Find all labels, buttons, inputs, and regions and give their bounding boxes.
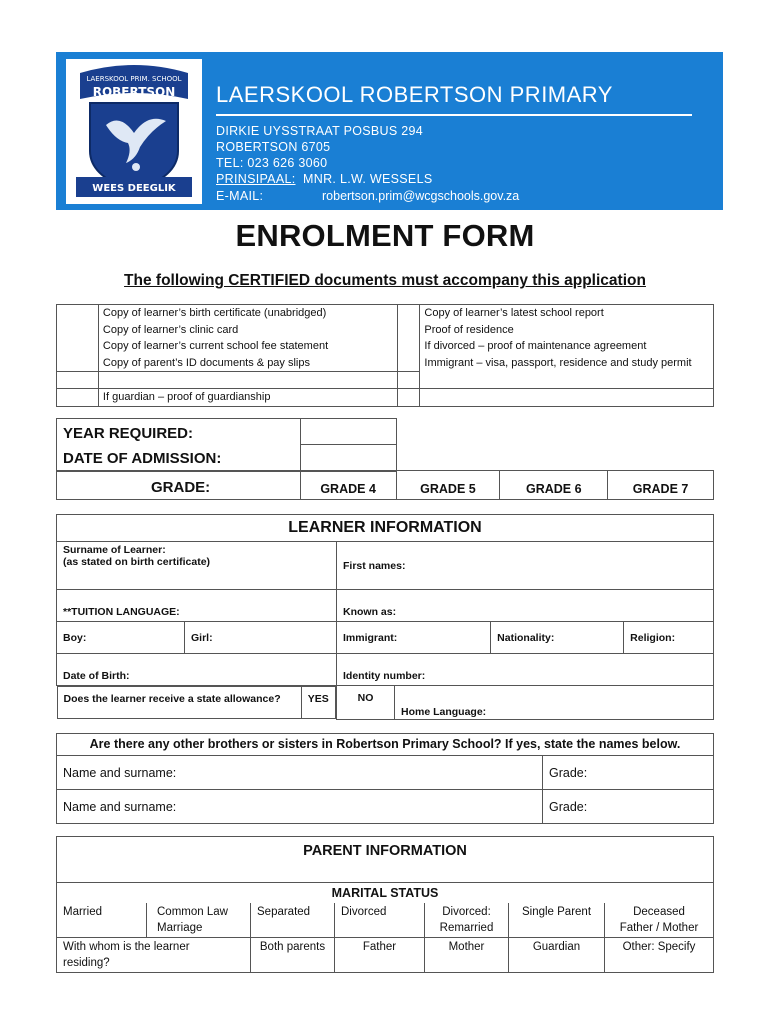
date-of-admission-field[interactable]	[307, 445, 390, 470]
state-allowance-question: Does the learner receive a state allowance?	[57, 687, 301, 719]
doc-checkbox-right-1[interactable]	[398, 305, 420, 372]
siblings-question: Are there any other brothers or sisters in Robertson Primary School? If yes, state the names below.	[57, 734, 714, 756]
home-language-field[interactable]: Home Language:	[395, 686, 714, 720]
surname-field[interactable]: Surname of Learner: (as stated on birth certificate)	[57, 542, 337, 590]
crest-icon	[66, 59, 202, 204]
grade-5-option[interactable]: GRADE 5	[396, 471, 500, 500]
year-required-label: YEAR REQUIRED:	[63, 425, 194, 442]
admission-labels	[57, 419, 301, 472]
doc-checkbox-guardian[interactable]	[57, 389, 99, 407]
first-names-field[interactable]: First names:	[337, 542, 714, 590]
learner-heading: LEARNER INFORMATION	[57, 515, 714, 542]
date-of-birth-field[interactable]: Date of Birth:	[57, 654, 337, 686]
learner-information	[56, 514, 714, 720]
parent-information	[56, 836, 714, 973]
sibling-1-name-field[interactable]: Name and surname:	[57, 756, 543, 790]
nationality-field[interactable]: Nationality:	[491, 622, 624, 654]
sibling-2-name-field[interactable]: Name and surname:	[57, 790, 543, 824]
doc-list-left: Copy of learner’s birth certificate (unabridged) Copy of learner’s clinic card Copy of learner’s current school fee statement Copy of parent’s ID documents & pay slips	[98, 305, 398, 372]
boy-field[interactable]: Boy:	[57, 622, 185, 654]
principal-line	[216, 171, 432, 187]
marital-common-law-option[interactable]: Common Law Marriage	[147, 903, 251, 938]
parent-heading: PARENT INFORMATION	[57, 837, 714, 883]
residing-mother-option[interactable]: Mother	[425, 937, 509, 972]
crest-motto-text: WEES DEEGLIK	[92, 183, 176, 194]
crest-name-text: ROBERTSON	[92, 85, 176, 99]
doc-checkbox-left-1[interactable]	[57, 305, 99, 372]
admission-table	[56, 418, 397, 472]
email-label: E-MAIL:	[216, 189, 264, 203]
marital-status-heading: MARITAL STATUS	[57, 883, 714, 903]
marital-single-parent-option[interactable]: Single Parent	[509, 903, 605, 938]
doc-guardian: If guardian – proof of guardianship	[98, 389, 398, 407]
marital-divorced-remarried-option[interactable]: Divorced: Remarried	[425, 903, 509, 938]
school-crest-logo	[66, 59, 202, 204]
form-title: ENROLMENT FORM	[235, 218, 535, 253]
sibling-2-grade-field[interactable]: Grade:	[543, 790, 714, 824]
girl-field[interactable]: Girl:	[185, 622, 337, 654]
telephone: TEL: 023 626 3060	[216, 156, 328, 170]
doc-list-right: Copy of learner’s latest school report Proof of residence If divorced – proof of maintenance agreement Immigrant – visa, passport, residence and study permit	[420, 305, 714, 389]
address-line-1: DIRKIE UYSSTRAAT POSBUS 294	[216, 124, 424, 138]
banner-divider	[216, 114, 692, 116]
marital-divorced-option[interactable]: Divorced	[335, 903, 425, 938]
siblings-section	[56, 733, 714, 824]
school-contact	[216, 123, 432, 187]
year-required-field[interactable]	[301, 419, 396, 445]
crest-top-text: LAERSKOOL PRIM. SCHOOL	[86, 75, 182, 83]
residing-other-option[interactable]: Other: Specify	[605, 937, 714, 972]
marital-deceased-option[interactable]: Deceased Father / Mother	[605, 903, 714, 938]
grade-row	[56, 470, 714, 500]
documents-checklist	[56, 304, 714, 407]
residing-both-parents-option[interactable]: Both parents	[251, 937, 335, 972]
sibling-1-grade-field[interactable]: Grade:	[543, 756, 714, 790]
doc-checkbox-right-2[interactable]	[398, 372, 420, 389]
school-banner	[56, 52, 723, 210]
allowance-no-option[interactable]: NO	[337, 686, 395, 720]
identity-number-field[interactable]: Identity number:	[337, 654, 714, 686]
grade-7-option[interactable]: GRADE 7	[608, 471, 714, 500]
residing-guardian-option[interactable]: Guardian	[509, 937, 605, 972]
marital-married-option[interactable]: Married	[57, 903, 147, 938]
grade-6-option[interactable]: GRADE 6	[500, 471, 608, 500]
allowance-yes-option[interactable]: YES	[301, 687, 336, 719]
known-as-field[interactable]: Known as:	[337, 590, 714, 622]
principal-value: MNR. L.W. WESSELS	[303, 172, 433, 186]
documents-heading: The following CERTIFIED documents must accompany this application	[124, 272, 646, 289]
principal-label: PRINSIPAAL:	[216, 172, 296, 186]
marital-separated-option[interactable]: Separated	[251, 903, 335, 938]
immigrant-field[interactable]: Immigrant:	[337, 622, 491, 654]
grade-label: GRADE:	[57, 471, 301, 500]
school-name: LAERSKOOL ROBERTSON PRIMARY	[216, 82, 613, 107]
residing-father-option[interactable]: Father	[335, 937, 425, 972]
date-of-admission-label: DATE OF ADMISSION:	[63, 450, 222, 467]
tuition-language-field[interactable]: **TUITION LANGUAGE:	[57, 590, 337, 622]
grade-4-option[interactable]: GRADE 4	[300, 471, 396, 500]
address-line-2: ROBERTSON 6705	[216, 140, 331, 154]
religion-field[interactable]: Religion:	[624, 622, 714, 654]
email-address[interactable]: robertson.prim@wcgschools.gov.za	[322, 189, 520, 203]
doc-checkbox-left-2[interactable]	[57, 372, 99, 389]
residing-question: With whom is the learner residing?	[57, 937, 251, 972]
